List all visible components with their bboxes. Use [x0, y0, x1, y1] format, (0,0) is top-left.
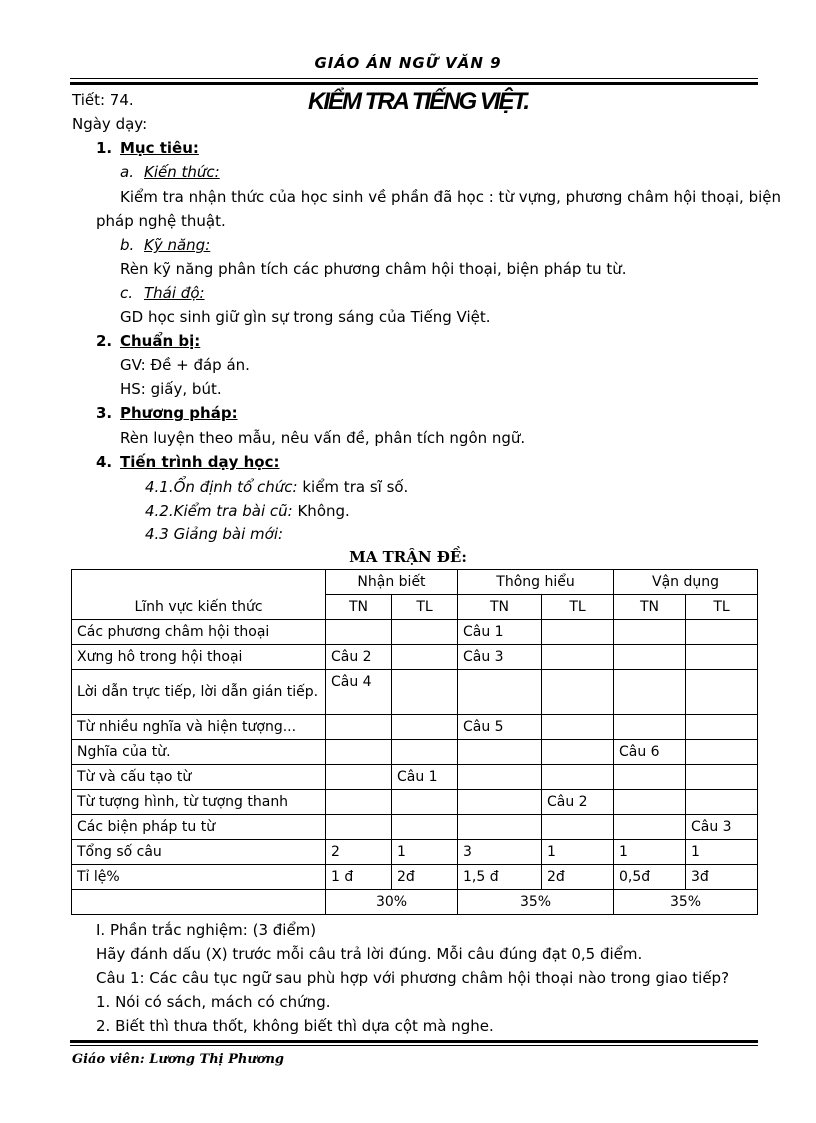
section-1-title: Mục tiêu: — [120, 139, 199, 157]
matrix-cell: 1 — [614, 840, 686, 865]
matrix-title: MA TRẬN ĐỀ: — [349, 548, 467, 566]
section-1b-label: Kỹ năng: — [144, 236, 211, 254]
matrix-cell — [458, 670, 542, 715]
matrix-cell — [392, 645, 458, 670]
matrix-cell — [392, 740, 458, 765]
table-row — [72, 670, 758, 715]
matrix-field: Lời dẫn trực tiếp, lời dẫn gián tiếp. — [72, 670, 326, 715]
table-row — [72, 840, 758, 865]
matrix-percent-row — [72, 890, 758, 915]
matrix-cell — [326, 765, 392, 790]
matrix-cell: 1 đ — [326, 865, 392, 890]
matrix-cell: 2đ — [542, 865, 614, 890]
section-4-2-label: 4.2.Kiểm tra bài cũ: — [145, 502, 293, 520]
matrix-cell — [542, 670, 614, 715]
matrix-cell: Câu 1 — [392, 765, 458, 790]
matrix-cell — [686, 740, 758, 765]
matrix-cell — [542, 620, 614, 645]
matrix-cell — [326, 715, 392, 740]
matrix-field: Tổng số câu — [72, 840, 326, 865]
matrix-cell: Câu 3 — [458, 645, 542, 670]
matrix-field: Tỉ lệ% — [72, 865, 326, 890]
matrix-field: Nghĩa của từ. — [72, 740, 326, 765]
matrix-cell — [614, 790, 686, 815]
matrix-field: Các phương châm hội thoại — [72, 620, 326, 645]
table-row — [72, 790, 758, 815]
matrix-cell — [614, 815, 686, 840]
section-4-title: Tiến trình dạy học: — [120, 453, 280, 471]
matrix-cell — [614, 620, 686, 645]
matrix-group-van-dung: Vận dụng — [614, 570, 758, 595]
matrix-percent: 30% — [326, 890, 458, 915]
matrix-cell: 2 — [326, 840, 392, 865]
section-3-text: Rèn luyện theo mẫu, nêu vấn đề, phân tích ngôn ngữ. — [120, 429, 526, 447]
lesson-title: KIỂM TRA TIẾNG VIỆT. — [308, 88, 529, 115]
matrix-field: Từ tượng hình, từ tượng thanh — [72, 790, 326, 815]
footer-rule-thin — [70, 1045, 758, 1046]
matrix-cell — [614, 715, 686, 740]
matrix-field: Từ và cấu tạo từ — [72, 765, 326, 790]
matrix-percent-empty — [72, 890, 326, 915]
section-4-3-label: 4.3 Giảng bài mới: — [145, 525, 284, 543]
section-4-1 — [145, 478, 408, 496]
matrix-field: Các biện pháp tu từ — [72, 815, 326, 840]
matrix-cell: 3đ — [686, 865, 758, 890]
matrix-cell: 1 — [686, 840, 758, 865]
matrix-sub-header: TN — [614, 595, 686, 620]
matrix-field: Xưng hô trong hội thoại — [72, 645, 326, 670]
matrix-col-field: Lĩnh vực kiến thức — [72, 570, 326, 620]
matrix-cell: 1 — [392, 840, 458, 865]
matrix-cell: Câu 2 — [542, 790, 614, 815]
lesson-period: Tiết: 74. — [72, 91, 134, 109]
matrix-cell — [614, 645, 686, 670]
section-2-title: Chuẩn bị: — [120, 332, 201, 350]
matrix-cell: Câu 2 — [326, 645, 392, 670]
exam-question-1: Câu 1: Các câu tục ngữ sau phù hợp với phương châm hội thoại nào trong giao tiếp? — [96, 969, 730, 987]
header-rule-thick — [70, 82, 758, 85]
matrix-cell — [458, 790, 542, 815]
matrix-cell — [458, 740, 542, 765]
table-row — [72, 740, 758, 765]
matrix-cell — [614, 765, 686, 790]
table-row — [72, 645, 758, 670]
section-1b-text: Rèn kỹ năng phân tích các phương châm hội thoại, biện pháp tu từ. — [120, 260, 627, 278]
section-1c-text: GD học sinh giữ gìn sự trong sáng của Tiếng Việt. — [120, 308, 491, 326]
matrix-percent: 35% — [458, 890, 614, 915]
section-2-gv: GV: Đề + đáp án. — [120, 356, 250, 374]
matrix-cell — [686, 765, 758, 790]
matrix-cell — [542, 765, 614, 790]
matrix-header-row — [72, 570, 758, 595]
matrix-cell: 1,5 đ — [458, 865, 542, 890]
matrix-field: Từ nhiều nghĩa và hiện tượng... — [72, 715, 326, 740]
matrix-cell — [686, 620, 758, 645]
matrix-cell — [542, 815, 614, 840]
matrix-sub-header: TL — [542, 595, 614, 620]
section-1c-label: Thái độ: — [144, 284, 205, 302]
matrix-cell — [392, 815, 458, 840]
section-1-number: 1. — [96, 139, 113, 157]
matrix-cell: 3 — [458, 840, 542, 865]
exam-option-2: 2. Biết thì thưa thốt, không biết thì dựa cột mà nghe. — [96, 1017, 494, 1035]
matrix-cell: Câu 1 — [458, 620, 542, 645]
section-3-title: Phương pháp: — [120, 404, 238, 422]
matrix-cell — [686, 670, 758, 715]
matrix-cell — [686, 715, 758, 740]
section-4-number: 4. — [96, 453, 113, 471]
section-1a-text-line2: pháp nghệ thuật. — [96, 212, 226, 230]
table-row — [72, 765, 758, 790]
matrix-cell — [326, 620, 392, 645]
matrix-cell — [392, 670, 458, 715]
matrix-cell: Câu 6 — [614, 740, 686, 765]
matrix-cell — [326, 740, 392, 765]
matrix-group-nhan-biet: Nhận biết — [326, 570, 458, 595]
matrix-cell — [392, 620, 458, 645]
document-header: GIÁO ÁN NGỮ VĂN 9 — [314, 54, 502, 72]
section-1c-letter: c. — [120, 284, 134, 302]
section-4-2 — [145, 502, 350, 520]
matrix-sub-header: TN — [458, 595, 542, 620]
matrix-sub-header: TL — [686, 595, 758, 620]
table-row — [72, 715, 758, 740]
section-2-hs: HS: giấy, bút. — [120, 380, 222, 398]
matrix-cell — [614, 670, 686, 715]
section-3-number: 3. — [96, 404, 113, 422]
matrix-cell — [326, 790, 392, 815]
matrix-cell — [392, 790, 458, 815]
exam-instruction: Hãy đánh dấu (X) trước mỗi câu trả lời đúng. Mỗi câu đúng đạt 0,5 điểm. — [96, 945, 643, 963]
section-1a-letter: a. — [120, 163, 134, 181]
matrix-sub-header: TN — [326, 595, 392, 620]
section-2-number: 2. — [96, 332, 113, 350]
matrix-cell — [542, 740, 614, 765]
matrix-cell: Câu 5 — [458, 715, 542, 740]
matrix-cell — [326, 815, 392, 840]
section-4-1-text: kiểm tra sĩ số. — [297, 478, 409, 496]
matrix-table — [71, 569, 758, 915]
section-1a-text-line1: Kiểm tra nhận thức của học sinh về phần đã học : từ vựng, phương châm hội thoại, biện — [120, 188, 782, 206]
matrix-cell: 0,5đ — [614, 865, 686, 890]
exam-option-1: 1. Nói có sách, mách có chứng. — [96, 993, 331, 1011]
matrix-cell — [458, 765, 542, 790]
exam-part1: I. Phần trắc nghiệm: (3 điểm) — [96, 921, 317, 939]
section-4-1-label: 4.1.Ổn định tổ chức: — [145, 478, 298, 496]
matrix-cell — [542, 645, 614, 670]
matrix-group-thong-hieu: Thông hiểu — [458, 570, 614, 595]
matrix-cell — [686, 645, 758, 670]
matrix-percent: 35% — [614, 890, 758, 915]
section-1b-letter: b. — [120, 236, 135, 254]
table-row — [72, 865, 758, 890]
matrix-cell: 1 — [542, 840, 614, 865]
lesson-date: Ngày dạy: — [72, 115, 148, 133]
footer-rule-thick — [70, 1040, 758, 1043]
header-rule-thin — [70, 78, 758, 79]
table-row — [72, 620, 758, 645]
matrix-cell — [686, 790, 758, 815]
matrix-cell: Câu 4 — [326, 670, 392, 715]
matrix-cell — [392, 715, 458, 740]
section-1a-label: Kiến thức: — [144, 163, 220, 181]
footer-teacher: Giáo viên: Lương Thị Phương — [72, 1052, 285, 1067]
matrix-cell — [542, 715, 614, 740]
matrix-sub-header: TL — [392, 595, 458, 620]
section-4-2-text: Không. — [292, 502, 350, 520]
matrix-cell — [458, 815, 542, 840]
table-row — [72, 815, 758, 840]
matrix-cell: 2đ — [392, 865, 458, 890]
matrix-cell: Câu 3 — [686, 815, 758, 840]
